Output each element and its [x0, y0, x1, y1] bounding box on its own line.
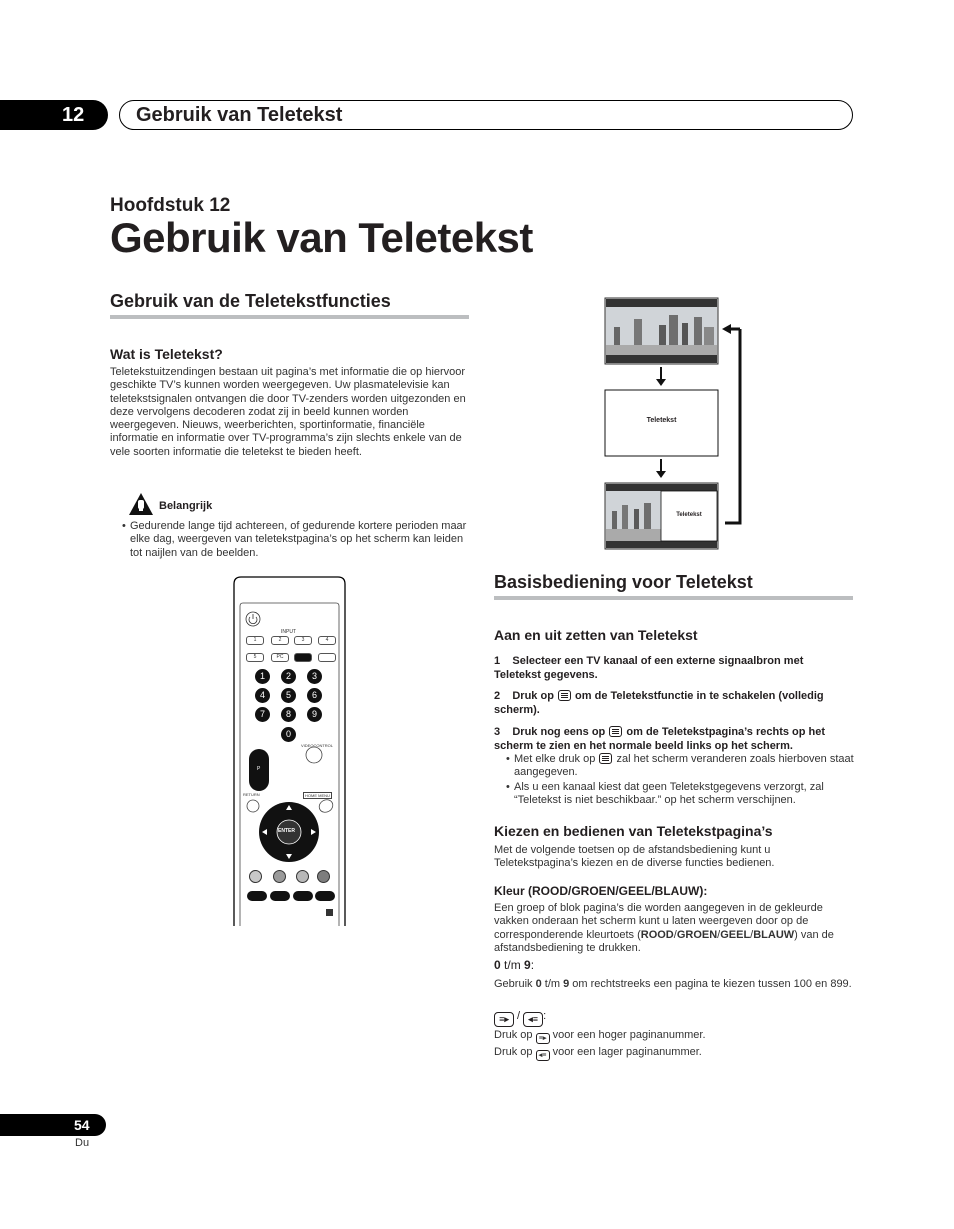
section-rule-basic — [494, 596, 853, 600]
remote-function-button-4[interactable] — [315, 891, 335, 901]
teletext-key-icon — [609, 726, 622, 737]
remote-input-4[interactable]: 4 — [318, 636, 336, 645]
digits-body: Gebruik 0 t/m 9 om rechtstreeks een pagina te kiezen tussen 100 en 899. — [494, 978, 852, 990]
kleur-title: Kleur (ROOD/GROEN/GEEL/BLAUW): — [494, 884, 708, 898]
step-1: 1 Selecteer een TV kanaal of een externe signaalbron met Teletekst gegevens. — [494, 655, 804, 681]
onoff-title: Aan en uit zetten van Teletekst — [494, 627, 698, 643]
remote-input-label: INPUT — [281, 629, 296, 635]
remote-control-illustration — [233, 576, 346, 926]
remote-function-button-3[interactable] — [293, 891, 313, 901]
remote-enter-label: ENTER — [278, 828, 295, 834]
remote-digit-0[interactable]: 0 — [281, 727, 296, 742]
remote-input-3[interactable]: 3 — [294, 636, 312, 645]
remote-digit-6[interactable]: 6 — [307, 688, 322, 703]
remote-home-menu-label: HOME MENU — [305, 793, 330, 798]
remote-color-button-yellow[interactable] — [296, 870, 309, 883]
remote-return-label: RETURN — [243, 792, 260, 797]
page-down-line: Druk op ◂≡ voor een lager paginanummer. — [494, 1046, 702, 1059]
remote-input-1[interactable]: 1 — [246, 636, 264, 645]
chapter-number-tab: 12 — [0, 100, 108, 130]
remote-videocontrol-label: VIDEOCONTROL — [301, 743, 334, 748]
remote-function-button-1[interactable] — [247, 891, 267, 901]
teletext-key-icon — [599, 753, 612, 764]
step3-bullet-2: Als u een kanaal kiest dat geen Teletekstgegevens verzorgt, zal “Teletekst is niet beschikbaar.” op het scherm verschijnen. — [514, 781, 824, 807]
remote-input-pc[interactable]: PC — [271, 653, 289, 662]
select-pages-body: Met de volgende toetsen op de afstandsbediening kunt u Teletekstpagina’s kiezen en de diverse functies bedienen. — [494, 844, 775, 870]
running-header-title: Gebruik van Teletekst — [119, 100, 853, 130]
remote-digit-5[interactable]: 5 — [281, 688, 296, 703]
what-is-body: Teletekstuitzendingen bestaan uit pagina’s met informatie die op hiervoor geschikte TV’s kunnen worden weergegeven. Uw plasmatelevisie kan teletekstsignalen ontvangen die door TV-zenders worden uitgezonden en deze vervolgens decoderen zodat zij in beeld kunnen worden weergegeven. Nieuws, weerberichten, sportinformatie, financiële informatie en informatie over TV-programma’s zijn slechts enkele van de vele soorten informatie die teletekst te bieden heeft. — [110, 366, 466, 458]
remote-color-button-red[interactable] — [249, 870, 262, 883]
remote-digit-3[interactable]: 3 — [307, 669, 322, 684]
screen-full-teletext-label: Teletekst — [646, 417, 677, 424]
step3-bullet-1: Met elke druk op zal het scherm veranderen zoals hierboven staat aangegeven. — [514, 753, 854, 779]
bullet-dot: • — [122, 520, 126, 532]
chapter-label: Hoofdstuk 12 — [110, 195, 231, 216]
bullet-dot: • — [506, 781, 510, 793]
chapter-title: Gebruik van Teletekst — [110, 214, 533, 261]
language-code: Du — [75, 1137, 90, 1149]
remote-digit-7[interactable]: 7 — [255, 707, 270, 722]
remote-digit-8[interactable]: 8 — [281, 707, 296, 722]
kleur-body: Een groep of blok pagina’s die worden aangegeven in de gekleurde vakken onderaan het scherm kunt u laten weergeven door op de corresponderende kleurtoets (ROOD/GROEN/GEEL/BLAUW) van de afstandsbediening te drukken. — [494, 902, 834, 954]
remote-input-2[interactable]: 2 — [271, 636, 289, 645]
remote-split-button[interactable] — [318, 653, 336, 662]
page-up-key-icon: ≡▸ — [494, 1012, 514, 1027]
teletext-mode-diagram — [604, 297, 746, 550]
remote-function-button-2[interactable] — [270, 891, 290, 901]
remote-input-5[interactable]: 5 — [246, 653, 264, 662]
important-bullet: Gedurende lange tijd achtereen, of gedurende kortere perioden maar elke dag, weergeven van teletekstpagina’s op het scherm kan leiden tot naijlen van de beelden. — [130, 520, 467, 559]
page-up-down-title: ≡▸ / ◂≡ : — [494, 1010, 546, 1027]
screen-split-teletext-label: Teletekst — [676, 512, 702, 518]
warning-icon — [128, 492, 154, 516]
digits-title: 0 t/m 9: — [494, 958, 535, 972]
section-rule — [110, 315, 469, 319]
step-3: 3 Druk nog eens op om de Teletekstpagina’s rechts op het scherm te zien en het normale beeld links op het scherm. — [494, 726, 826, 752]
step-2: 2 Druk op om de Teletekstfunctie in te schakelen (volledig scherm). — [494, 690, 824, 716]
page-down-key-icon: ◂≡ — [536, 1050, 550, 1061]
page-up-line: Druk op ≡▸ voor een hoger paginanummer. — [494, 1029, 706, 1042]
remote-p-label: P — [257, 766, 261, 772]
remote-digit-4[interactable]: 4 — [255, 688, 270, 703]
teletext-key-icon — [558, 690, 571, 701]
select-pages-title: Kiezen en bedienen van Teletekstpagina’s — [494, 823, 773, 839]
remote-color-button-green[interactable] — [273, 870, 286, 883]
remote-digit-9[interactable]: 9 — [307, 707, 322, 722]
section-title-functions: Gebruik van de Teletekstfuncties — [110, 291, 391, 311]
what-is-title: Wat is Teletekst? — [110, 346, 223, 362]
page-up-key-icon: ≡▸ — [536, 1033, 550, 1044]
remote-teletext-button[interactable] — [294, 653, 312, 662]
page-down-key-icon: ◂≡ — [523, 1012, 543, 1027]
page-number: 54 — [0, 1114, 106, 1136]
important-label: Belangrijk — [159, 500, 213, 512]
remote-color-button-blue[interactable] — [317, 870, 330, 883]
remote-digit-1[interactable]: 1 — [255, 669, 270, 684]
bullet-dot: • — [506, 753, 510, 765]
remote-digit-2[interactable]: 2 — [281, 669, 296, 684]
section-title-basic: Basisbediening voor Teletekst — [494, 572, 753, 592]
